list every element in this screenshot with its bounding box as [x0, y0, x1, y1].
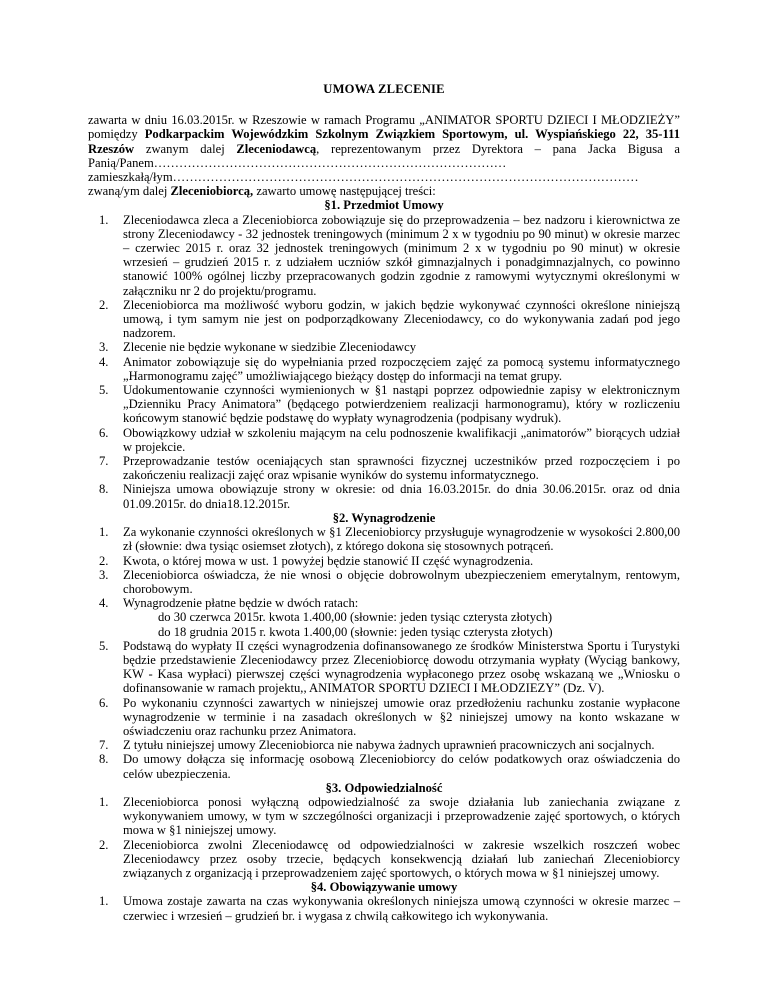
list-item — [88, 568, 680, 596]
item-text: Zleceniobiorca ma możliwość wyboru godzin, w jakich będzie wykonywać czynności określone niniejszą umową, i tym samym nie jest on podporządkowany Zleceniodawcy, co do wykonywania zadań pod jego nadzorem. — [123, 297, 680, 341]
item-text: Przeprowadzanie testów oceniających stan sprawności fizycznej uczestników przed rozpoczęciem i po zakończeniu realizacji zajęć oraz wpisanie wyników do systemu informatycznego. — [123, 454, 680, 483]
item-number: 6. — [99, 425, 109, 440]
contractor-term: Zleceniobiorcą, — [170, 184, 254, 199]
section-list — [88, 894, 680, 922]
section-heading: §4. Obowiązywanie umowy — [310, 880, 458, 895]
item-number: 6. — [99, 695, 109, 710]
residence-line: zamieszkałą/łym………………………………………………………………………………………………… — [88, 170, 639, 185]
item-number: 7. — [99, 738, 109, 753]
item-text: Za wykonanie czynności określonych w §1 Zleceniobiorcy przysługuje wynagrodzenie w wysokości 2.800,00 zł (słownie: dwa tysiąc osiemset złotych), z którego dokona się stosownych potrąceń. — [123, 525, 680, 554]
item-text: Kwota, o której mowa w ust. 1 powyżej będzie stanowić II część wynagrodzenia. — [123, 553, 534, 568]
item-number: 3. — [99, 567, 109, 582]
item-text: Zleceniobiorca oświadcza, że nie wnosi o objęcie dobrowolnym ubezpieczeniem emerytalnym, rentowym, chorobowym. — [123, 567, 680, 596]
item-number: 3. — [99, 340, 109, 355]
document-title: UMOWA ZLECENIE — [323, 82, 445, 96]
section-heading: §3. Odpowiedzialność — [325, 780, 443, 795]
list-item — [88, 894, 680, 922]
list-item — [88, 554, 680, 568]
document-body — [88, 82, 680, 923]
list-item — [88, 696, 680, 739]
list-item — [88, 340, 680, 354]
list-item — [88, 213, 680, 298]
item-number: 5. — [99, 383, 109, 398]
installment-line: do 18 grudnia 2015 r. kwota 1.400,00 (słownie: jeden tysiąc czterysta złotych) — [158, 624, 553, 639]
item-number: 2. — [99, 837, 109, 852]
section-list — [88, 795, 680, 880]
item-text: Zleceniobiorca zwolni Zleceniodawcę od odpowiedzialności w zakresie wszelkich roszczeń wobec Zleceniodawcy przez osoby trzecie, będących konsekwencją działań lub zaniechań Zleceniobiorcy związanych z organizacją i przeprowadzeniem zajęć sportowych, o których mowa w §1 niniejszej umowy. — [123, 837, 680, 880]
item-text: Zleceniodawca zleca a Zleceniobiorca zobowiązuje się do przeprowadzenia – bez nadzoru i kierownictwa ze strony Zleceniodawcy - 32 jednostek treningowych (minimum 2 x w tygodniu po 90 minut) w okresie marzec – czerwiec 2015 r. oraz 32 jednostek treningowych (minimum 2 x w tygodniu po 90 minut) w okresie wrzesień – grudzień 2015 r. z udziałem uczniów szkół gimnazjalnych i ponadgimnazjalnych, co powinno stanowić 100% ogólnej liczby przepracowanych godzin zgodnie z ramowymi wytycznymi określonymi w załączniku nr 2 do projektu/programu. — [123, 212, 680, 298]
contractor-text-1: zwaną/ym dalej — [88, 184, 171, 199]
item-text: Wynagrodzenie płatne będzie w dwóch ratach: — [123, 596, 359, 611]
list-item — [88, 738, 680, 752]
item-number: 2. — [99, 297, 109, 312]
item-text: Zlecenie nie będzie wykonane w siedzibie Zleceniodawcy — [123, 340, 417, 355]
contract-sections — [88, 198, 680, 922]
item-text: Z tytułu niniejszej umowy Zleceniobiorca nie nabywa żadnych uprawnień pracowniczych ani socjalnych. — [123, 738, 655, 753]
item-text: Niniejsza umowa obowiązuje strony w okresie: od dnia 16.03.2015r. do dnia 30.06.2015r. oraz od dnia 01.09.2015r. do dnia18.12.2015r. — [123, 482, 680, 511]
item-number: 1. — [99, 525, 109, 540]
intro-text-2: zwanym dalej — [134, 141, 237, 156]
item-text: Udokumentowanie czynności wymienionych w §1 nastąpi poprzez odpowiednie zapisy w elektronicznym „Dzienniku Pracy Animatora” (będącego potwierdzeniem realizacji harmonogramu), który w rozliczeniu końcowym stanowić będzie podstawę do wypłaty wynagrodzenia (podpisany wydruk). — [123, 383, 680, 426]
list-item — [88, 426, 680, 454]
intro-paragraph — [88, 113, 680, 170]
item-text: Do umowy dołącza się informację osobową Zleceniobiorcy do celów podatkowych oraz oświadczenia do celów ubezpieczenia. — [123, 752, 680, 781]
installment-line: do 30 czerwca 2015r. kwota 1.400,00 (słownie: jeden tysiąc czterysta złotych) — [158, 610, 553, 625]
intro-text-3: , reprezentowanym przez Dyrektora – pana Jacka Bigusa a Panią/Panem………………………………………………………………………… — [88, 141, 681, 170]
list-item — [88, 355, 680, 383]
list-item — [88, 525, 680, 553]
contractor-text-2: zawarto umowę następującej treści: — [253, 184, 436, 199]
item-number: 4. — [99, 596, 109, 611]
item-number: 2. — [99, 553, 109, 568]
item-number: 4. — [99, 354, 109, 369]
list-item — [88, 639, 680, 696]
intro-text-1: zawarta w dniu 16.03.2015r. w Rzeszowie w ramach Programu „ANIMATOR SPORTU DZIECI I MŁODZIEŻY” pomiędzy — [88, 113, 680, 142]
list-item — [88, 454, 680, 482]
item-number: 1. — [99, 794, 109, 809]
list-item — [88, 596, 680, 639]
section-list — [88, 213, 680, 511]
item-text: Animator zobowiązuje się do wypełniania przed rozpoczęciem zajęć za pomocą systemu informatycznego „Harmonogramu zajęć” umożliwiającego bieżący dostęp do informacji na temat grupy. — [123, 354, 680, 383]
item-number: 5. — [99, 638, 109, 653]
list-item — [88, 795, 680, 838]
section-list — [88, 525, 680, 781]
item-number: 1. — [99, 212, 109, 227]
list-item — [88, 482, 680, 510]
list-item — [88, 752, 680, 780]
list-item — [88, 298, 680, 341]
section-heading: §1. Przedmiot Umowy — [324, 198, 444, 213]
client-term: Zleceniodawcą — [236, 141, 317, 156]
item-text: Podstawą do wypłaty II części wynagrodzenia dofinansowanego ze środków Ministerstwa Sportu i Turystyki będzie przedstawienie Zleceniodawcy przez Zleceniobiorcę dowodu otrzymania wypłaty (Wyciąg bankowy, KW - Kasa wypłaci) pierwszej części wynagrodzenia wypłaconego przez osobę wskazaną we „Wniosku o dofinansowanie w ramach projektu,, ANIMATOR SPORTU DZIECI I MŁODZIEZY” (Dz. V). — [123, 638, 680, 696]
item-text: Obowiązkowy udział w szkoleniu mającym na celu podnoszenie kwalifikacji „animatorów” biorących udział w projekcie. — [123, 425, 680, 454]
list-item — [88, 838, 680, 881]
section-heading: §2. Wynagrodzenie — [332, 510, 436, 525]
item-number: 8. — [99, 752, 109, 767]
contractor-line — [88, 184, 680, 198]
item-number: 8. — [99, 482, 109, 497]
item-text: Zleceniobiorca ponosi wyłączną odpowiedzialność za swoje działania lub zaniechania związane z wykonywaniem umowy, w tym w szczególności organizacji i przeprowadzenie zajęć sportowych, o których mowa w §1 niniejszej umowy. — [123, 794, 680, 838]
item-number: 1. — [99, 894, 109, 909]
item-text: Umowa zostaje zawarta na czas wykonywania określonych niniejsza umową czynności w okresie marzec – czerwiec i wrzesień – grudzień br. i wygasa z chwilą całkowitego ich wykonywania. — [123, 894, 680, 923]
item-number: 7. — [99, 454, 109, 469]
item-text: Po wykonaniu czynności zawartych w niniejszej umowie oraz przedłożeniu rachunku zostanie wypłacone wynagrodzenie w terminie i na zasadach określonych w §2 niniejszej umowy na konto wskazane w oświadczeniu oraz rachunku przez Animatora. — [123, 695, 680, 738]
list-item — [88, 383, 680, 426]
organization-name: Podkarpackim Wojewódzkim Szkolnym Związkiem Sportowym, ul. Wyspiańskiego 22, 35-111 Rzeszów — [88, 127, 681, 156]
